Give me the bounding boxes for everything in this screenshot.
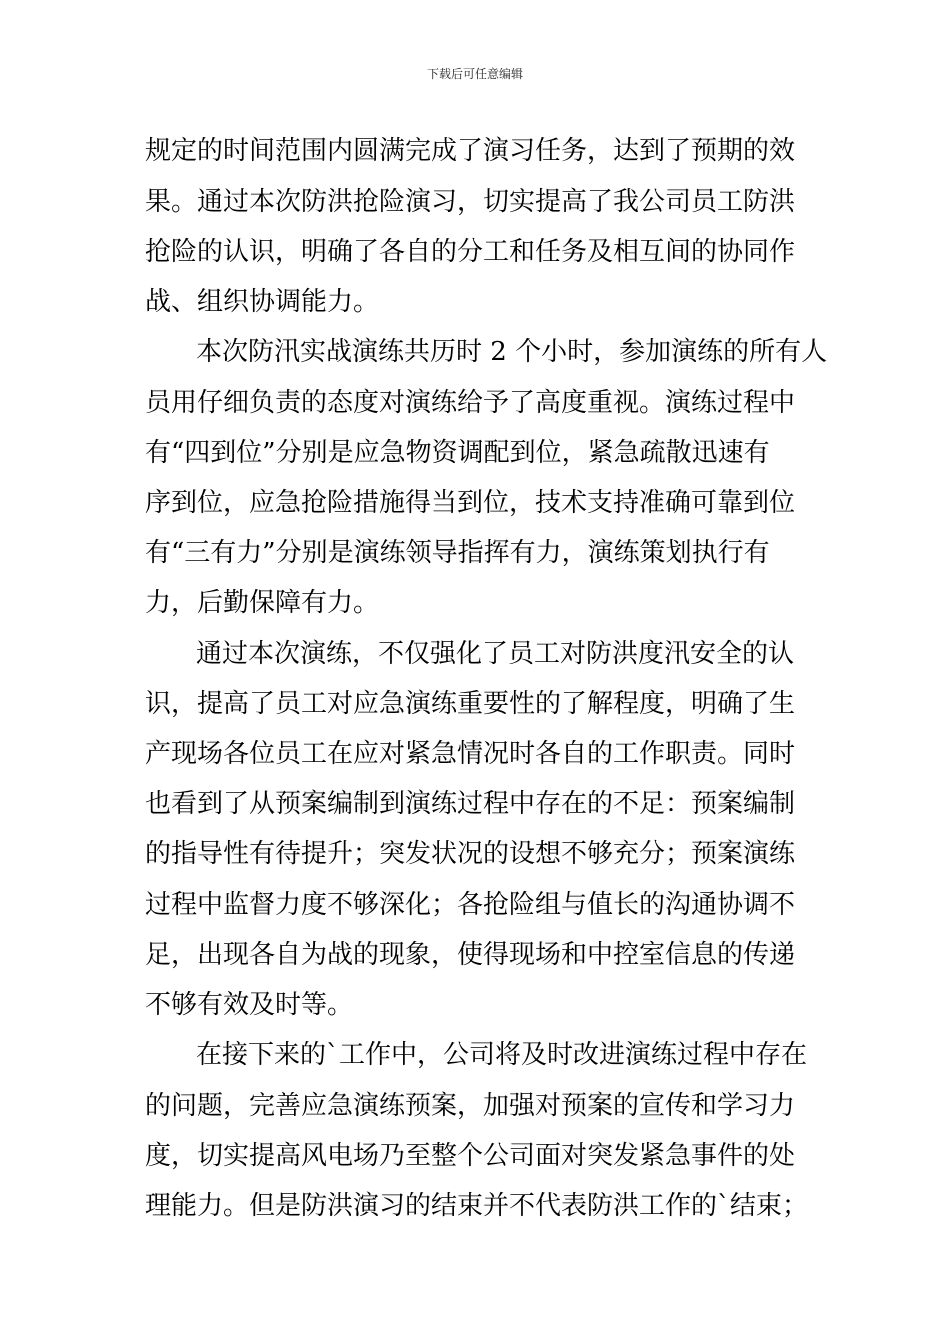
text-line: 有“四到位”分别是应急物资调配到位，紧急疏散迅速有 [145, 438, 770, 468]
text-line: 的指导性有待提升；突发状况的设想不够充分；预案演练 [145, 839, 796, 869]
page-header: 下载后可任意编辑 [426, 67, 523, 81]
text-line: 力，后勤保障有力。 [145, 588, 380, 618]
text-line: 员用仔细负责的态度对演练给予了高度重视。演练过程中 [145, 388, 796, 418]
text-line: 度，切实提高风电场乃至整个公司面对突发紧急事件的处 [145, 1141, 796, 1171]
text-line: 规定的时间范围内圆满完成了演习任务，达到了预期的效 [145, 136, 796, 166]
text-line: 也看到了从预案编制到演练过程中存在的不足：预案编制 [145, 789, 796, 819]
text-line: 战、组织协调能力。 [145, 287, 380, 317]
text-line: 通过本次演练，不仅强化了员工对防洪度汛安全的认 [196, 639, 795, 669]
text-line: 足，出现各自为战的现象，使得现场和中控室信息的传递 [145, 940, 796, 970]
text-line: 果。通过本次防洪抢险演习，切实提高了我公司员工防洪 [145, 187, 796, 217]
text-line: 本次防汛实战演练共历时 2 个小时，参加演练的所有人 [196, 337, 828, 367]
text-line: 理能力。但是防洪演习的结束并不代表防洪工作的`结束； [145, 1191, 809, 1221]
text-line: 过程中监督力度不够深化；各抢险组与值长的沟通协调不 [145, 890, 796, 920]
text-line: 产现场各位员工在应对紧急情况时各自的工作职责。同时 [145, 739, 796, 769]
text-line: 不够有效及时等。 [145, 990, 354, 1020]
text-line: 的问题，完善应急演练预案，加强对预案的宣传和学习力 [145, 1091, 796, 1121]
text-line: 在接下来的`工作中，公司将及时改进演练过程中存在 [196, 1040, 808, 1070]
text-line: 抢险的认识，明确了各自的分工和任务及相互间的协同作 [145, 237, 796, 267]
text-line: 识，提高了员工对应急演练重要性的了解程度，明确了生 [145, 689, 796, 719]
text-line: 有“三有力”分别是演练领导指挥有力，演练策划执行有 [145, 538, 770, 568]
text-line: 序到位，应急抢险措施得当到位，技术支持准确可靠到位 [145, 488, 796, 518]
